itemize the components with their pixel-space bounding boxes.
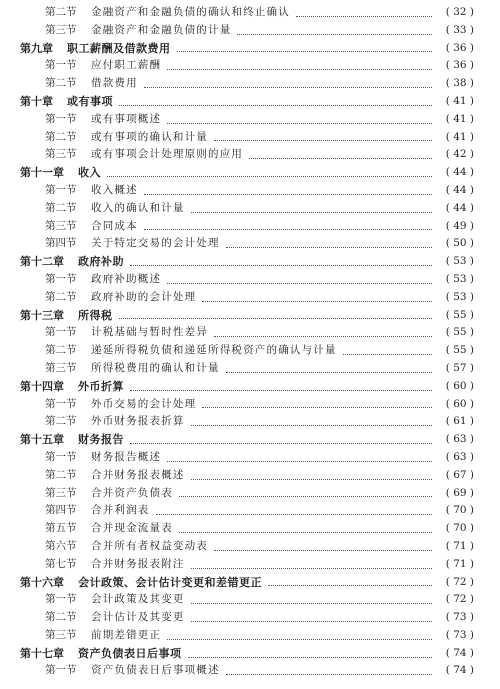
dot-leader <box>226 371 432 373</box>
dot-leader <box>144 193 432 195</box>
dot-leader <box>191 602 432 604</box>
toc-section-entry[interactable] <box>0 146 500 164</box>
page-number: ( 42 ) <box>445 148 474 161</box>
dot-leader <box>179 495 432 497</box>
toc-section-entry[interactable] <box>0 4 500 22</box>
section-number: 第一节 <box>45 450 77 463</box>
page-number: ( 73 ) <box>445 628 474 641</box>
dot-leader <box>191 211 432 213</box>
dot-leader <box>202 300 432 302</box>
section-title: 收入概述 <box>91 183 138 196</box>
section-number: 第一节 <box>45 664 77 677</box>
section-number: 第一节 <box>45 183 77 196</box>
page-number: ( 73 ) <box>445 611 474 624</box>
section-number: 第二节 <box>45 290 77 303</box>
page-number: ( 74 ) <box>445 664 474 677</box>
toc-section-entry[interactable] <box>0 413 500 431</box>
chapter-title: 收入 <box>78 166 101 180</box>
toc-section-entry[interactable] <box>0 360 500 378</box>
page-number: ( 53 ) <box>445 255 474 268</box>
toc-section-entry[interactable] <box>0 235 500 253</box>
chapter-number: 第十六章 <box>20 575 64 589</box>
section-title: 或有事项会计处理原则的应用 <box>91 148 244 161</box>
dot-leader <box>167 68 432 70</box>
section-title: 关于特定交易的会计处理 <box>91 237 220 250</box>
dot-leader <box>343 353 432 355</box>
page-number: ( 72 ) <box>445 593 474 606</box>
section-number: 第二节 <box>45 468 77 481</box>
toc-section-entry[interactable] <box>0 271 500 289</box>
section-title: 合并资产负债表 <box>91 486 173 499</box>
section-title: 或有事项概述 <box>91 112 162 125</box>
page-number: ( 33 ) <box>445 23 474 36</box>
dot-leader <box>144 86 432 88</box>
page-number: ( 61 ) <box>445 415 474 428</box>
section-title: 政府补助的会计处理 <box>91 290 197 303</box>
section-number: 第一节 <box>45 272 77 285</box>
section-number: 第二节 <box>45 6 77 18</box>
section-title: 会计估计及其变更 <box>91 611 185 624</box>
chapter-number: 第九章 <box>20 41 53 55</box>
toc-chapter-entry[interactable] <box>0 431 500 449</box>
section-title: 合并利润表 <box>91 504 150 517</box>
section-title: 或有事项的确认和计量 <box>91 130 208 143</box>
page-number: ( 71 ) <box>445 539 474 552</box>
page-number: ( 38 ) <box>445 77 474 90</box>
page-number: ( 36 ) <box>445 59 474 72</box>
toc-section-entry[interactable] <box>0 627 500 645</box>
toc-section-entry[interactable] <box>0 538 500 556</box>
dot-leader <box>237 33 432 35</box>
page-number: ( 44 ) <box>445 183 474 196</box>
section-number: 第三节 <box>45 486 77 499</box>
section-title: 合并财务报表概述 <box>91 468 185 481</box>
dot-leader <box>177 50 433 52</box>
toc-section-entry[interactable] <box>0 129 500 147</box>
section-number: 第二节 <box>45 344 77 357</box>
page-number: ( 60 ) <box>445 397 474 410</box>
section-number: 第一节 <box>45 397 77 410</box>
dot-leader <box>130 389 432 391</box>
section-number: 第二节 <box>45 611 77 624</box>
section-title: 资产负债表日后事项概述 <box>91 664 220 677</box>
section-title: 合并所有者权益变动表 <box>91 539 208 552</box>
dot-leader <box>214 139 432 141</box>
toc-section-entry[interactable] <box>0 556 500 574</box>
section-title: 前期差错更正 <box>91 628 162 641</box>
dot-leader <box>167 282 432 284</box>
toc-section-entry[interactable] <box>0 662 500 680</box>
dot-leader <box>130 442 432 444</box>
section-title: 金融资产和金融负债的确认和终止确认 <box>91 6 290 18</box>
dot-leader <box>296 15 432 17</box>
section-title: 政府补助概述 <box>91 272 162 285</box>
toc-chapter-entry[interactable] <box>0 574 500 592</box>
toc-chapter-entry[interactable] <box>0 40 500 58</box>
page-number: ( 63 ) <box>445 450 474 463</box>
chapter-title: 政府补助 <box>78 255 124 269</box>
section-number: 第三节 <box>45 361 77 374</box>
dot-leader <box>268 584 432 586</box>
dot-leader <box>226 673 432 675</box>
section-number: 第四节 <box>45 237 77 250</box>
section-number: 第三节 <box>45 628 77 641</box>
section-title: 所得税费用的确认和计量 <box>91 361 220 374</box>
page-number: ( 67 ) <box>445 468 474 481</box>
chapter-number: 第十一章 <box>20 166 64 180</box>
page-number: ( 53 ) <box>445 290 474 303</box>
page-number: ( 55 ) <box>445 308 474 321</box>
dot-leader <box>167 460 432 462</box>
toc-section-entry[interactable] <box>0 324 500 342</box>
section-title: 借款费用 <box>91 77 138 90</box>
page-number: ( 71 ) <box>445 557 474 570</box>
toc-section-entry[interactable] <box>0 467 500 485</box>
toc-chapter-entry[interactable] <box>0 253 500 271</box>
page-number: ( 72 ) <box>445 575 474 588</box>
page-number: ( 32 ) <box>445 6 474 18</box>
section-title: 合并现金流量表 <box>91 522 173 535</box>
chapter-number: 第十五章 <box>20 433 64 447</box>
toc-section-entry[interactable] <box>0 200 500 218</box>
toc-section-entry[interactable] <box>0 449 500 467</box>
page-number: ( 60 ) <box>445 379 474 392</box>
dot-leader <box>167 122 432 124</box>
toc-chapter-entry[interactable] <box>0 93 500 111</box>
section-title: 外币交易的会计处理 <box>91 397 197 410</box>
dot-leader <box>214 335 432 337</box>
section-number: 第二节 <box>45 201 77 214</box>
toc-section-entry[interactable] <box>0 75 500 93</box>
section-title: 合并财务报表附注 <box>91 557 185 570</box>
dot-leader <box>191 478 432 480</box>
section-title: 递延所得税负债和递延所得税资产的确认与计量 <box>91 344 337 357</box>
section-title: 应付职工薪酬 <box>91 59 162 72</box>
page-number: ( 41 ) <box>445 130 474 143</box>
toc-section-entry[interactable] <box>0 111 500 129</box>
toc-section-entry[interactable] <box>0 22 500 40</box>
dot-leader <box>167 638 432 640</box>
dot-leader <box>191 424 432 426</box>
page-number: ( 70 ) <box>445 522 474 535</box>
page-number: ( 41 ) <box>445 94 474 107</box>
dot-leader <box>226 246 432 248</box>
section-number: 第一节 <box>45 326 77 339</box>
section-number: 第二节 <box>45 415 77 428</box>
section-title: 外币财务报表折算 <box>91 415 185 428</box>
section-title: 合同成本 <box>91 219 138 232</box>
toc-section-entry[interactable] <box>0 485 500 503</box>
chapter-title: 财务报告 <box>78 433 124 447</box>
page-number: ( 57 ) <box>445 361 474 374</box>
section-number: 第一节 <box>45 59 77 72</box>
section-title: 财务报告概述 <box>91 450 162 463</box>
dot-leader <box>188 656 433 658</box>
page-number: ( 36 ) <box>445 41 474 54</box>
dot-leader <box>144 228 432 230</box>
section-number: 第三节 <box>45 219 77 232</box>
chapter-title: 外币折算 <box>78 379 124 393</box>
section-number: 第二节 <box>45 130 77 143</box>
toc-section-entry[interactable] <box>0 520 500 538</box>
section-number: 第二节 <box>45 77 77 90</box>
dot-leader <box>179 531 432 533</box>
chapter-number: 第十二章 <box>20 255 64 269</box>
page-number: ( 44 ) <box>445 166 474 179</box>
toc-chapter-entry[interactable] <box>0 378 500 396</box>
dot-leader <box>191 620 432 622</box>
dot-leader <box>107 175 432 177</box>
page-number: ( 63 ) <box>445 433 474 446</box>
toc-section-entry[interactable] <box>0 342 500 360</box>
section-title: 会计政策及其变更 <box>91 593 185 606</box>
page-number: ( 50 ) <box>445 237 474 250</box>
page-number: ( 70 ) <box>445 504 474 517</box>
table-of-contents <box>0 4 500 680</box>
chapter-title: 或有事项 <box>67 94 113 108</box>
toc-chapter-entry[interactable] <box>0 307 500 325</box>
dot-leader <box>249 157 432 159</box>
page-number: ( 69 ) <box>445 486 474 499</box>
chapter-number: 第十章 <box>20 94 53 108</box>
toc-section-entry[interactable] <box>0 182 500 200</box>
dot-leader <box>156 513 433 515</box>
section-number: 第一节 <box>45 593 77 606</box>
section-number: 第五节 <box>45 522 77 535</box>
toc-section-entry[interactable] <box>0 396 500 414</box>
section-title: 计税基础与暂时性差异 <box>91 326 208 339</box>
toc-section-entry[interactable] <box>0 218 500 236</box>
toc-section-entry[interactable] <box>0 502 500 520</box>
page-number: ( 55 ) <box>445 326 474 339</box>
page-number: ( 53 ) <box>445 272 474 285</box>
dot-leader <box>119 104 432 106</box>
page-number: ( 44 ) <box>445 201 474 214</box>
chapter-title: 所得税 <box>78 308 113 322</box>
page-number: ( 74 ) <box>445 646 474 659</box>
section-number: 第六节 <box>45 539 77 552</box>
toc-section-entry[interactable] <box>0 591 500 609</box>
toc-chapter-entry[interactable] <box>0 164 500 182</box>
chapter-number: 第十四章 <box>20 379 64 393</box>
toc-section-entry[interactable] <box>0 289 500 307</box>
section-number: 第四节 <box>45 504 77 517</box>
chapter-title: 会计政策、会计估计变更和差错更正 <box>78 575 262 589</box>
page-number: ( 41 ) <box>445 112 474 125</box>
dot-leader <box>214 549 432 551</box>
page-number: ( 55 ) <box>445 344 474 357</box>
dot-leader <box>202 406 432 408</box>
page-number: ( 49 ) <box>445 219 474 232</box>
section-number: 第三节 <box>45 148 77 161</box>
toc-chapter-entry[interactable] <box>0 645 500 663</box>
chapter-number: 第十三章 <box>20 308 64 322</box>
chapter-title: 职工薪酬及借款费用 <box>67 41 171 55</box>
section-number: 第三节 <box>45 23 77 36</box>
toc-section-entry[interactable] <box>0 609 500 627</box>
chapter-number: 第十七章 <box>20 646 64 660</box>
section-title: 收入的确认和计量 <box>91 201 185 214</box>
dot-leader <box>119 317 433 319</box>
dot-leader <box>130 264 432 266</box>
dot-leader <box>191 567 432 569</box>
section-number: 第一节 <box>45 112 77 125</box>
chapter-title: 资产负债表日后事项 <box>78 646 182 660</box>
section-number: 第七节 <box>45 557 77 570</box>
section-title: 金融资产和金融负债的计量 <box>91 23 232 36</box>
toc-section-entry[interactable] <box>0 57 500 75</box>
